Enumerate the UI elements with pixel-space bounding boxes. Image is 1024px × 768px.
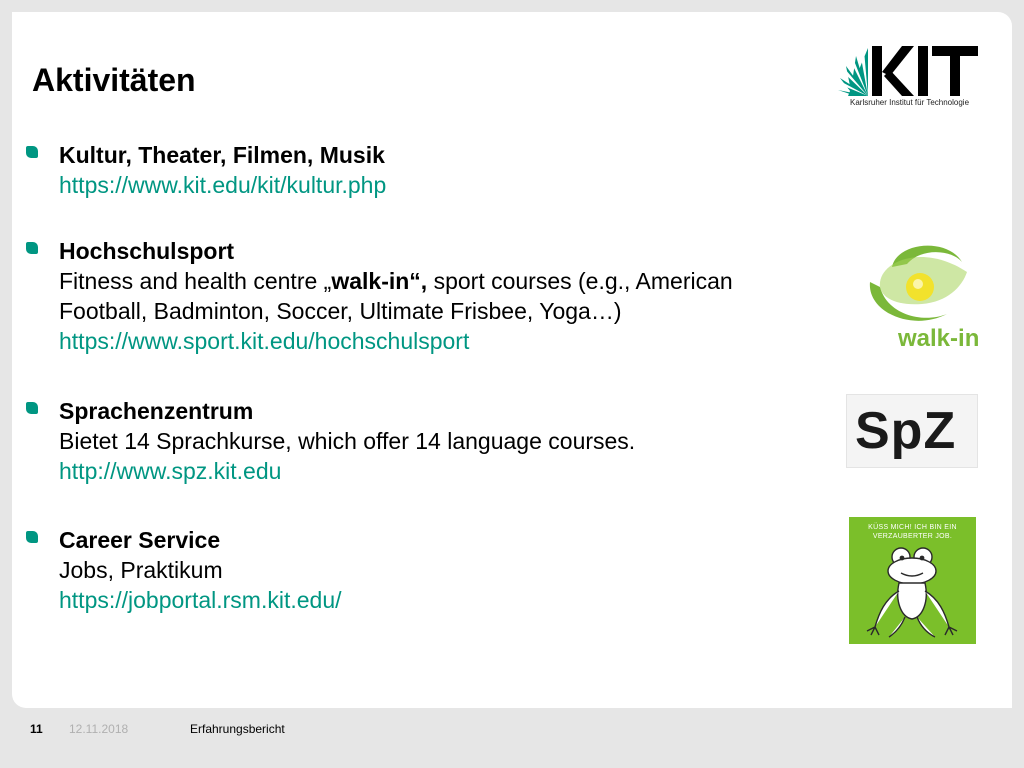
bullet-marker xyxy=(26,402,38,414)
bullet-description: Jobs, Praktikum xyxy=(59,557,223,583)
frog-caption: KÜSS MICH! ICH BIN EIN VERZAUBERTER JOB. xyxy=(868,524,957,540)
bullet-heading: Kultur, Theater, Filmen, Musik xyxy=(59,142,385,168)
walk-in-wordmark: walk-in xyxy=(898,325,980,352)
sport-link[interactable]: https://www.sport.kit.edu/hochschulsport xyxy=(59,328,470,354)
bullet-marker xyxy=(26,242,38,254)
bullet-description xyxy=(59,266,829,296)
bullet-text xyxy=(59,396,829,486)
bullet-heading: Career Service xyxy=(59,527,221,553)
kit-logo-mark xyxy=(838,36,988,98)
slide-title: Aktivitäten xyxy=(32,62,196,98)
bullet-heading: Sprachenzentrum xyxy=(59,398,254,424)
spz-logo xyxy=(846,394,978,468)
career-frog-card xyxy=(849,517,976,644)
walk-in-eye-icon xyxy=(852,232,992,332)
slide-footer xyxy=(0,722,1024,742)
bullet-heading: Hochschulsport xyxy=(59,238,235,264)
desc-text: sport courses (e.g., American xyxy=(427,268,733,294)
kultur-link[interactable]: https://www.kit.edu/kit/kultur.php xyxy=(59,172,387,198)
bullet-description: Football, Badminton, Soccer, Ultimate Frisbee, Yoga…) xyxy=(59,298,622,324)
bullet-text xyxy=(59,140,829,200)
kit-logo xyxy=(838,36,988,116)
bullet-text xyxy=(59,236,829,356)
footer-date: 12.11.2018 xyxy=(69,722,129,736)
kit-logo-subtitle: Karlsruher Institut für Technologie xyxy=(850,98,970,107)
bullet-marker xyxy=(26,146,38,158)
walk-in-tagline-mark xyxy=(898,350,899,355)
spz-wordmark: SpZ xyxy=(855,402,957,460)
footer-label: Erfahrungsbericht xyxy=(190,722,285,736)
jobportal-link[interactable]: https://jobportal.rsm.kit.edu/ xyxy=(59,587,342,613)
spz-link[interactable]: http://www.spz.kit.edu xyxy=(59,458,282,484)
page-number: 11 xyxy=(30,722,43,736)
desc-bold-text: walk-in“, xyxy=(331,268,428,294)
bullet-text xyxy=(59,525,829,615)
bullet-marker xyxy=(26,531,38,543)
bullet-description: Bietet 14 Sprachkurse, which offer 14 language courses. xyxy=(59,428,636,454)
walk-in-logo xyxy=(852,232,992,362)
desc-text: Fitness and health centre „ xyxy=(59,268,332,294)
frog-illustration-icon xyxy=(865,541,961,641)
